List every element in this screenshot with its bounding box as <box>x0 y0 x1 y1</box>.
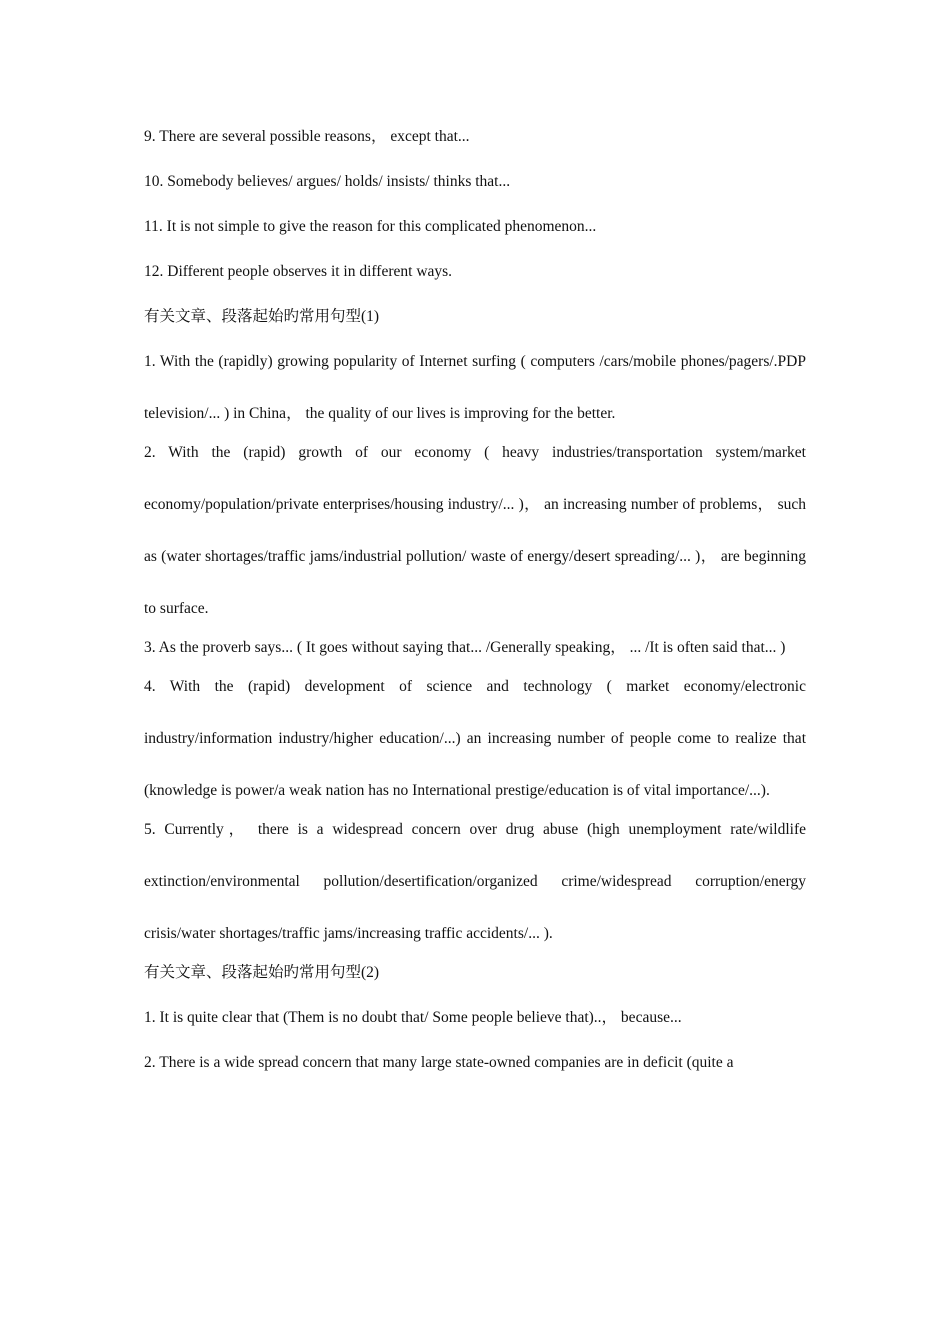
paragraph-opening-5: 5. Currently， there is a widespread concern over drug abuse (high unemployment rate/wildlife extinction/environmental pollution/desertification/organized crime/widespread corruption/energy crisis/water shortages/traffic jams/increasing traffic accidents/... ). <box>144 821 806 942</box>
paragraph-opening-2: 2. With the (rapid) growth of our economy ( heavy industries/transportation system/market economy/population/private enterprises/housing industry/... )， an increasing number of problems， such as (water shortages/traffic jams/industrial pollution/ waste of energy/desert spreading/... )， are beginning to surface. <box>144 444 806 617</box>
paragraph-reason-11: 11. It is not simple to give the reason for this complicated phenomenon... <box>144 218 597 235</box>
document-body <box>144 124 806 1095</box>
paragraph-opening-3: 3. As the proverb says... ( It goes without saying that... /Generally speaking， ... /It is often said that... ) <box>144 639 786 656</box>
paragraph-opening-4: 4. With the (rapid) development of science and technology ( market economy/electronic industry/information industry/higher education/...) an increasing number of people come to realize that (knowledge is power/a weak nation has no International prestige/education is of vital importance/...). <box>144 678 806 799</box>
paragraph-opening-1: 1. With the (rapidly) growing popularity of Internet surfing ( computers /cars/mobile phones/pagers/.PDP television/... ) in China， the quality of our lives is improving for the better. <box>144 353 806 422</box>
paragraph-reason-10: 10. Somebody believes/ argues/ holds/ insists/ thinks that... <box>144 173 511 190</box>
paragraph-opening-2-1: 1. It is quite clear that (Them is no doubt that/ Some people believe that)..， because... <box>144 1009 682 1026</box>
section-heading-2: 有关文章、段落起始旳常用句型(2) <box>144 964 380 981</box>
section-heading-1: 有关文章、段落起始旳常用句型(1) <box>144 308 380 325</box>
paragraph-reason-9: 9. There are several possible reasons， except that... <box>144 128 470 145</box>
paragraph-reason-12: 12. Different people observes it in different ways. <box>144 263 453 280</box>
paragraph-opening-2-2: 2. There is a wide spread concern that many large state-owned companies are in deficit (quite a <box>144 1054 734 1071</box>
